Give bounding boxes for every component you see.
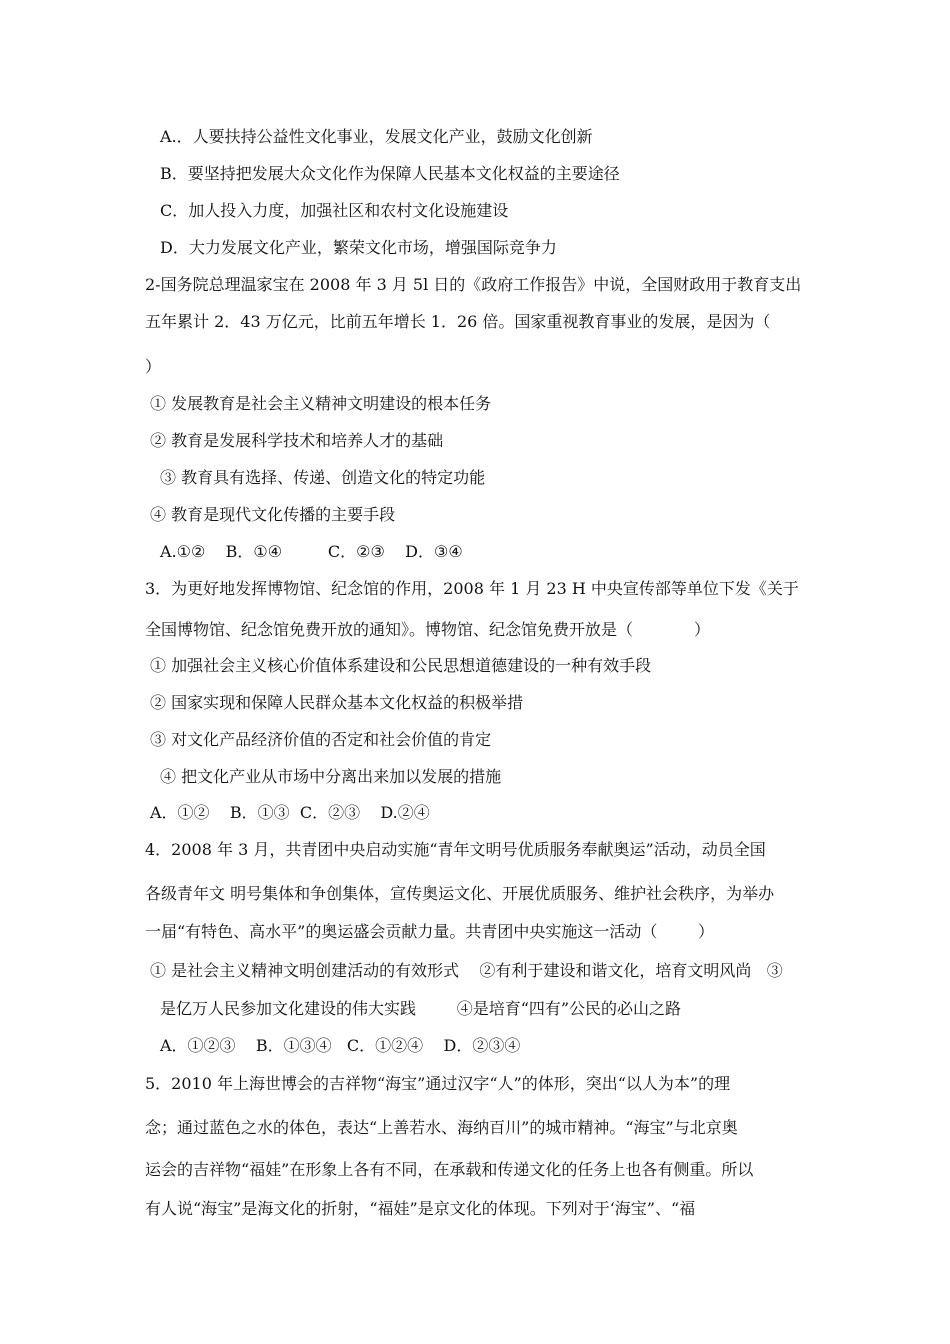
q2-item-1: ① 发展教育是社会主义精神文明建设的根本任务 — [150, 394, 492, 413]
q3-item-3: ③ 对文化产品经济价值的否定和社会价值的肯定 — [150, 730, 492, 749]
q2-item-3: ③ 教育具有选择、传递、创造文化的特定功能 — [160, 468, 486, 487]
q4-items-line-1: ① 是社会主义精神文明创建活动的有效形式 ②有利于建设和谐文化，培育文明风尚 ③ — [150, 961, 783, 980]
q2-item-4: ④ 教育是现代文化传播的主要手段 — [150, 505, 396, 524]
q1-option-a: A.．人要扶持公益性文化事业，发展文化产业，鼓励文化创新 — [160, 127, 593, 146]
q2-stem-line-1: 2-国务院总理温家宝在 2008 年 3 月 5l 日的《政府工作报告》中说，全国财政用于教育支出 — [145, 275, 802, 294]
q3-item-2: ② 国家实现和保障人民群众基本文化权益的积极举措 — [150, 693, 524, 712]
q2-stem-line-2: 五年累计 2．43 万亿元，比前五年增长 1．26 倍。国家重视教育事业的发展，是因为（ — [145, 312, 771, 331]
q1-option-d: D．大力发展文化产业，繁荣文化市场，增强国际竞争力 — [160, 238, 557, 257]
q4-options: A．①②③ B．①③④ C．①②④ D．②③④ — [160, 1036, 521, 1055]
q3-item-1: ① 加强社会主义核心价值体系建设和公民思想道德建设的一种有效手段 — [150, 656, 652, 675]
q3-stem-line-1: 3．为更好地发挥博物馆、纪念馆的作用，2008 年 1 月 23 H 中央宣传部等单位下发《关于 — [145, 579, 799, 598]
q4-stem-line-2: 各级青年文 明号集体和争创集体，宣传奥运文化、开展优质服务、维护社会秩序，为举办 — [145, 884, 775, 903]
q1-option-b: B．要坚持把发展大众文化作为保障人民基本文化权益的主要途径 — [160, 164, 620, 183]
q2-item-2: ② 教育是发展科学技术和培养人才的基础 — [150, 431, 444, 450]
q5-stem-line-3: 运会的吉祥物“福娃”在形象上各有不同，在承载和传递文化的任务上也各有侧重。所以 — [145, 1160, 754, 1179]
q1-option-c: C．加人投入力度，加强社区和农村文化设施建设 — [160, 201, 509, 220]
q2-stem-line-3: ） — [145, 357, 162, 376]
q3-options: A．①② B．①③ C．②③ D.②④ — [150, 803, 430, 822]
q2-options: A.①② B．①④ C．②③ D．③④ — [160, 542, 463, 561]
q5-stem-line-2: 念；通过蓝色之水的体色，表达“上善若水、海纳百川”的城市精神。“海宝”与北京奥 — [145, 1118, 738, 1137]
q4-stem-line-3: 一届“有特色、高水平”的奥运盛会贡献力量。共青团中央实施这一活动（ ） — [145, 922, 715, 941]
q4-stem-line-1: 4．2008 年 3 月，共青团中央启动实施“青年文明号优质服务奉献奥运”活动，动员全国 — [145, 840, 766, 859]
q3-item-4: ④ 把文化产业从市场中分离出来加以发展的措施 — [160, 767, 502, 786]
q5-stem-line-4: 有人说“海宝”是海文化的折射，“福娃”是京文化的体现。下列对于‘海宝”、“福 — [145, 1199, 696, 1218]
q3-stem-line-2: 全国博物馆、纪念馆免费开放的通知》。博物馆、纪念馆免费开放是（ ） — [145, 620, 711, 639]
q4-items-line-2: 是亿万人民参加文化建设的伟大实践 ④是培育“四有”公民的必山之路 — [160, 999, 682, 1018]
q5-stem-line-1: 5．2010 年上海世博会的吉祥物“海宝”通过汉字“人”的体形，突出“以人为本”的理 — [145, 1074, 731, 1093]
